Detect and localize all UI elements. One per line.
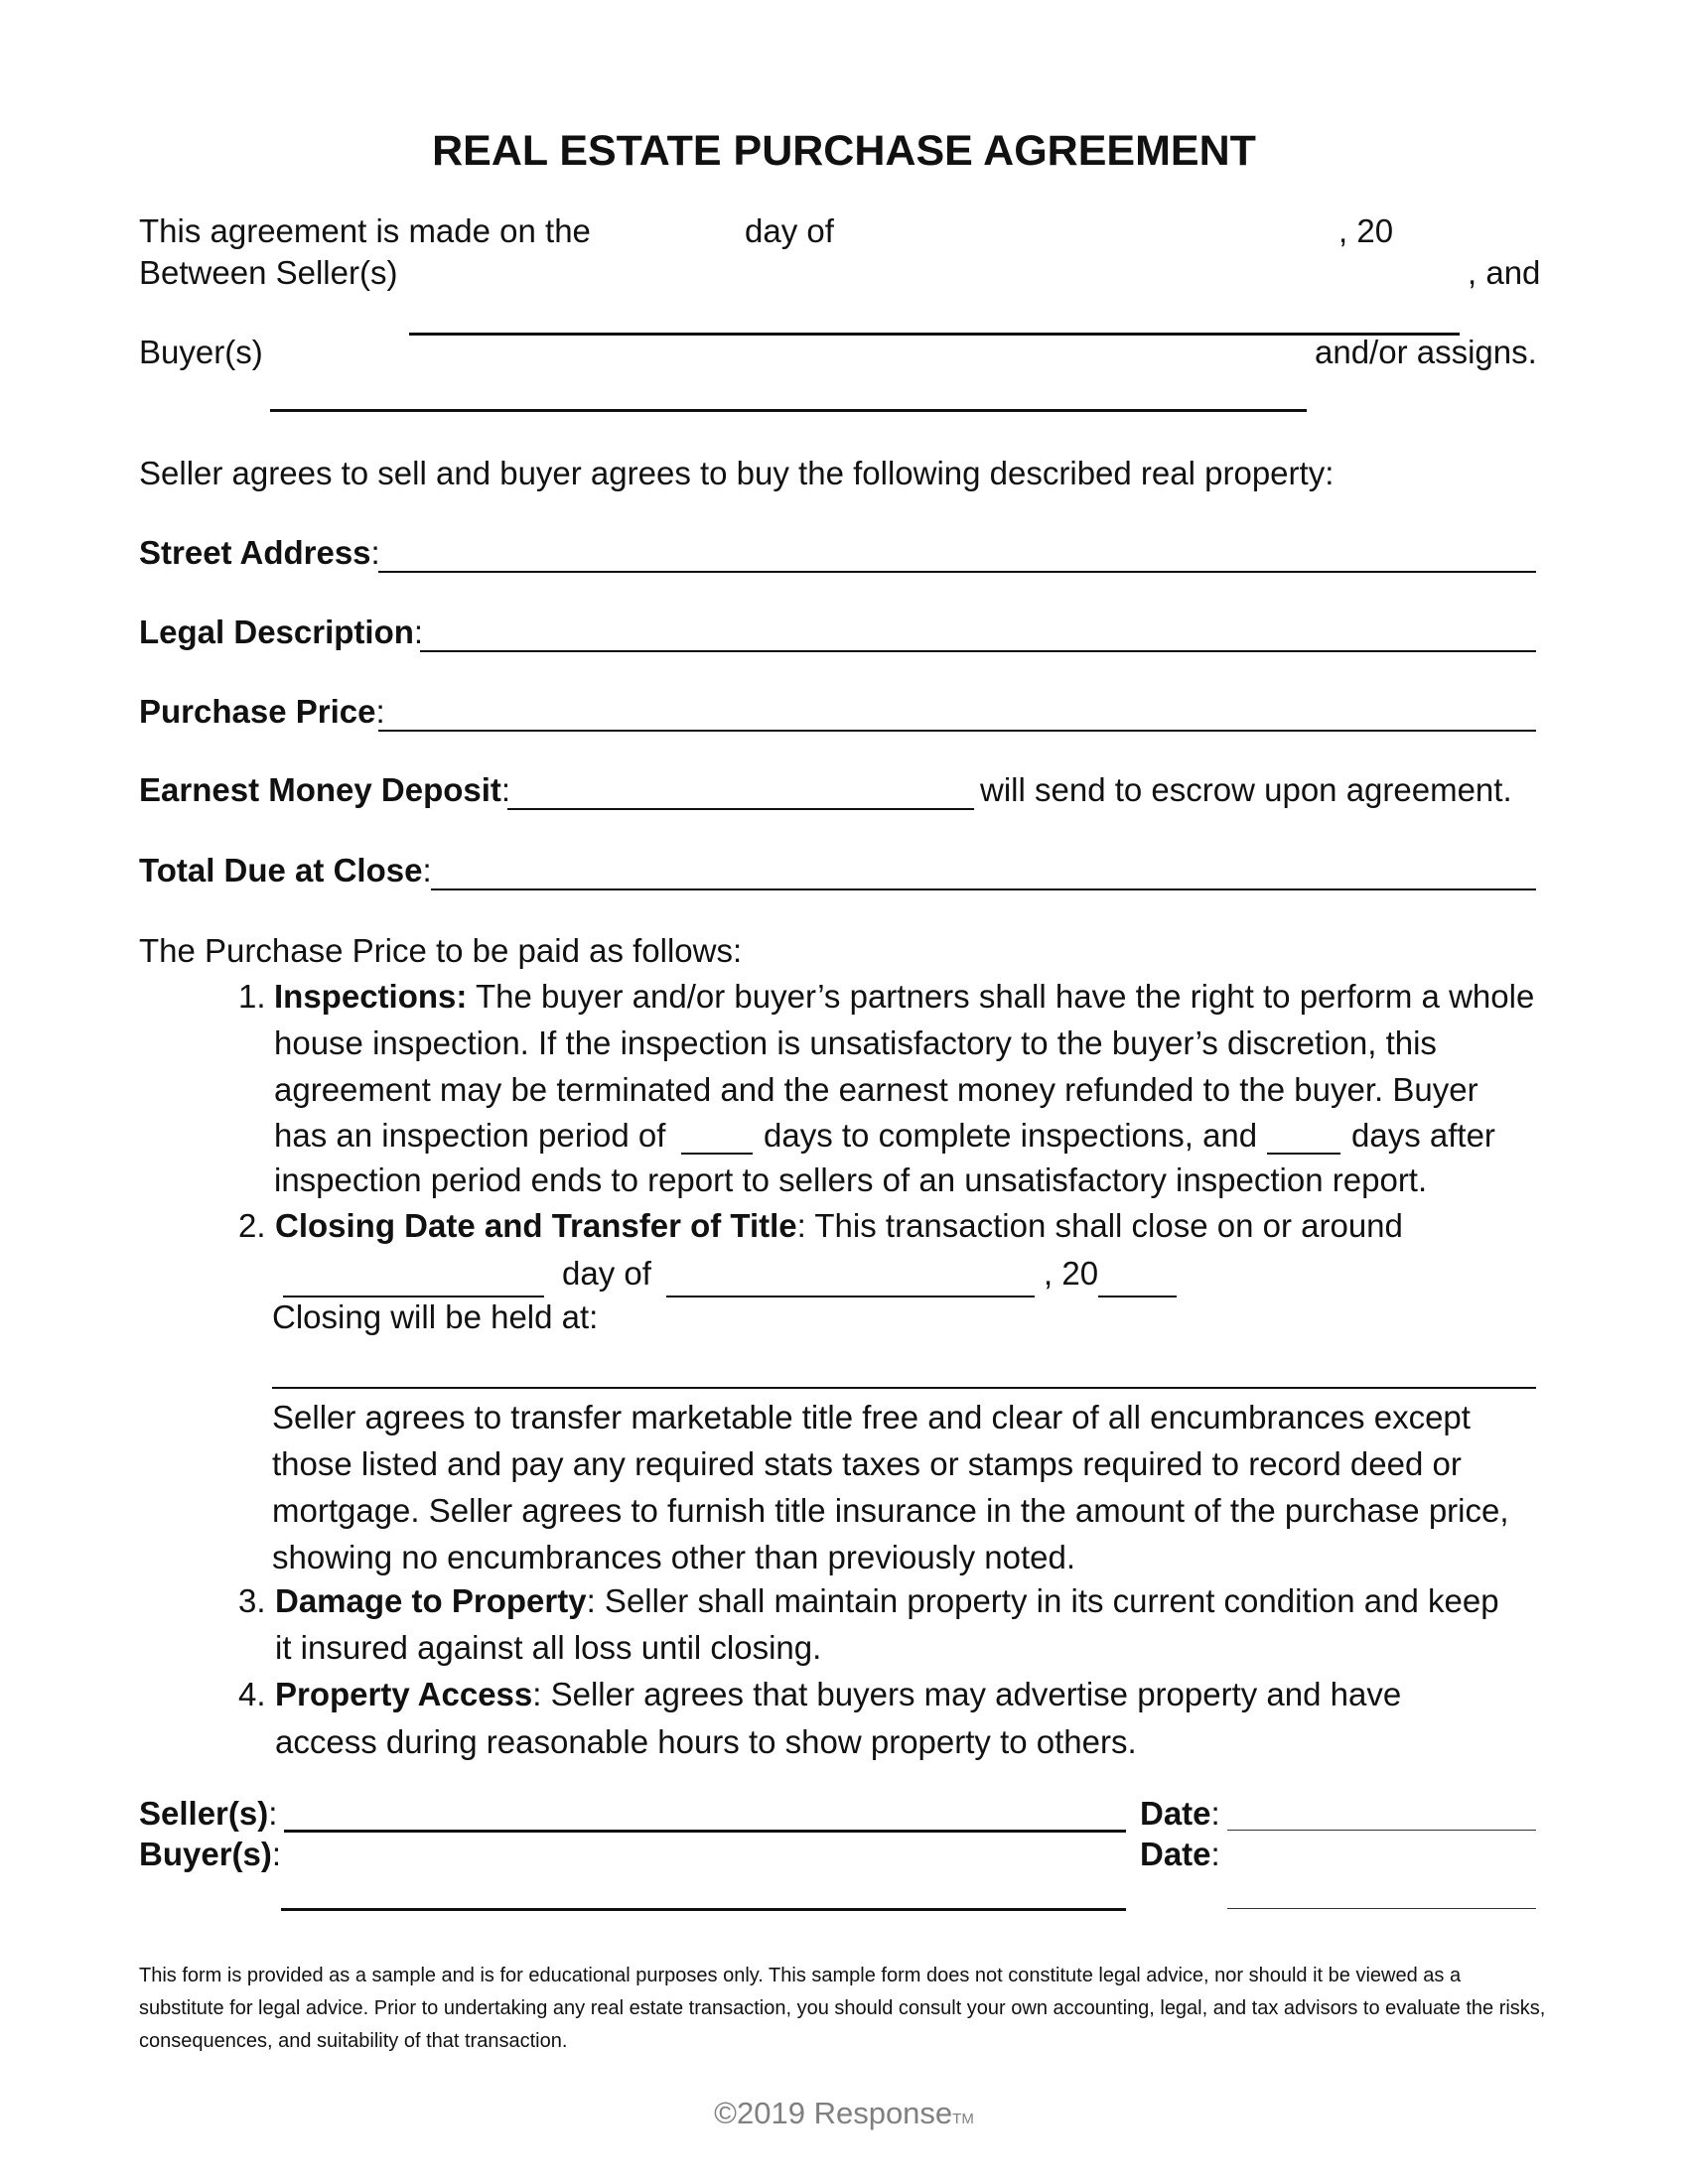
- purchase-price-label: Purchase Price: [139, 693, 376, 730]
- closing-month-blank[interactable]: [666, 1296, 1035, 1297]
- purchase-price-colon: :: [375, 693, 385, 730]
- access-heading: Property Access: [275, 1676, 533, 1712]
- seller-date-text: Date: [1140, 1795, 1211, 1832]
- buyer-date-label: [1140, 1836, 1220, 1873]
- damage-heading: Damage to Property: [275, 1582, 587, 1619]
- closing-year-blank[interactable]: [1098, 1296, 1177, 1297]
- earnest-money-colon: :: [500, 771, 511, 808]
- copyright: [0, 2096, 1688, 2131]
- legal-description-field: [139, 614, 423, 651]
- buyers-sign-colon: :: [271, 1836, 282, 1872]
- item-4-line-1: [275, 1676, 1401, 1713]
- paid-as-follows: The Purchase Price to be paid as follows:: [139, 932, 743, 969]
- earnest-money-suffix: will send to escrow upon agreement.: [980, 771, 1512, 808]
- closing-location-line[interactable]: [272, 1387, 1536, 1389]
- item-3-number: 3.: [238, 1582, 266, 1619]
- inspections-text-2: house inspection. If the inspection is unsatisfactory to the buyer’s discretion, this: [274, 1024, 1437, 1061]
- item-2-number: 2.: [238, 1207, 266, 1244]
- report-days-blank[interactable]: [1267, 1153, 1340, 1155]
- legal-description-colon: :: [413, 614, 424, 650]
- total-due-field: [139, 852, 432, 889]
- item-2-line-1: [275, 1207, 1403, 1245]
- buyer-name-line[interactable]: [270, 409, 1307, 412]
- inspections-text-4c: days after: [1351, 1117, 1495, 1154]
- closing-text-1: : This transaction shall close on or around: [796, 1207, 1403, 1244]
- closing-year: , 20: [1044, 1255, 1099, 1292]
- purchase-price-line[interactable]: [378, 730, 1536, 732]
- legal-description-line[interactable]: [420, 650, 1536, 652]
- total-due-label: Total Due at Close: [139, 852, 423, 888]
- damage-text-1: : Seller shall maintain property in its current condition and keep: [586, 1582, 1499, 1619]
- intro-and: , and: [1468, 254, 1541, 291]
- agree-sentence: Seller agrees to sell and buyer agrees to buy the following described real property:: [139, 455, 1335, 491]
- seller-signature-line[interactable]: [284, 1830, 1126, 1833]
- title-transfer-paragraph: Seller agrees to transfer marketable title free and clear of all encumbrances except those listed and pay any required stats taxes or stamps required to record deed or mortgage. Seller agrees to furnish title insurance in the amount of the purchase price, showing no encumbrances other than previously noted.: [272, 1399, 1509, 1575]
- copyright-text: ©2019 Response: [714, 2096, 953, 2130]
- buyers-sign-label: Buyer(s): [139, 1836, 272, 1872]
- total-due-line[interactable]: [431, 888, 1536, 890]
- earnest-money-line[interactable]: [507, 808, 974, 810]
- buyer-date-text: Date: [1140, 1836, 1211, 1872]
- item-1-line-1: [274, 978, 1534, 1016]
- access-text-2: access during reasonable hours to show property to others.: [275, 1723, 1137, 1760]
- inspections-text-4a: has an inspection period of: [274, 1117, 666, 1154]
- closing-held-at: Closing will be held at:: [272, 1298, 599, 1335]
- damage-text-2: it insured against all loss until closing.: [275, 1629, 822, 1666]
- seller-date-line[interactable]: [1227, 1830, 1536, 1831]
- seller-name-line[interactable]: [409, 333, 1460, 336]
- seller-signature-label: [139, 1795, 277, 1833]
- item-4-number: 4.: [238, 1676, 266, 1712]
- intro-assigns: and/or assigns.: [1315, 334, 1537, 370]
- street-address-label: Street Address: [139, 534, 371, 571]
- sellers-sign-label: Seller(s): [139, 1795, 269, 1832]
- intro-year: , 20: [1338, 212, 1394, 249]
- street-address-colon: :: [370, 534, 380, 571]
- document-title: REAL ESTATE PURCHASE AGREEMENT: [432, 127, 1256, 175]
- earnest-money-label: Earnest Money Deposit: [139, 771, 501, 808]
- intro-between-sellers: Between Seller(s): [139, 254, 398, 291]
- purchase-price-field: [139, 693, 385, 731]
- intro-made-on: This agreement is made on the: [139, 212, 591, 249]
- buyer-date-line[interactable]: [1227, 1908, 1536, 1909]
- buyer-date-colon: :: [1210, 1836, 1220, 1872]
- inspections-text-5: inspection period ends to report to sellers of an unsatisfactory inspection report.: [274, 1161, 1428, 1198]
- closing-heading: Closing Date and Transfer of Title: [275, 1207, 797, 1244]
- seller-date-label: [1140, 1795, 1220, 1833]
- street-address-line[interactable]: [378, 571, 1536, 573]
- legal-description-label: Legal Description: [139, 614, 414, 650]
- trademark-mark: TM: [952, 2111, 974, 2127]
- inspections-text-3: agreement may be terminated and the earnest money refunded to the buyer. Buyer: [274, 1071, 1478, 1108]
- inspections-heading: Inspections:: [274, 978, 468, 1015]
- inspection-days-blank[interactable]: [681, 1153, 753, 1155]
- closing-day-of: day of: [562, 1255, 651, 1292]
- inspections-text-1: The buyer and/or buyer’s partners shall have the right to perform a whole: [475, 978, 1535, 1015]
- item-1-number: 1.: [238, 978, 266, 1015]
- buyer-signature-label: [139, 1836, 281, 1873]
- disclaimer: This form is provided as a sample and is for educational purposes only. This sample form does not constitute legal advice, nor should it be viewed as a substitute for legal advice. Prior to undertaking any real estate transaction, you should consult your own accounting, legal, and tax advisors to evaluate the risks, consequences, and suitability of that transaction.: [139, 1965, 1546, 2052]
- item-3-line-1: [275, 1582, 1499, 1620]
- sellers-sign-colon: :: [268, 1795, 278, 1832]
- buyer-signature-line[interactable]: [281, 1908, 1126, 1911]
- inspections-text-4b: days to complete inspections, and: [764, 1117, 1258, 1154]
- street-address-field: [139, 534, 380, 572]
- closing-day-blank[interactable]: [283, 1296, 544, 1297]
- earnest-money-field: [139, 771, 510, 809]
- intro-day-of: day of: [745, 212, 834, 249]
- seller-date-colon: :: [1210, 1795, 1220, 1832]
- intro-buyers: Buyer(s): [139, 334, 263, 370]
- total-due-colon: :: [422, 852, 432, 888]
- access-text-1: : Seller agrees that buyers may advertise property and have: [532, 1676, 1402, 1712]
